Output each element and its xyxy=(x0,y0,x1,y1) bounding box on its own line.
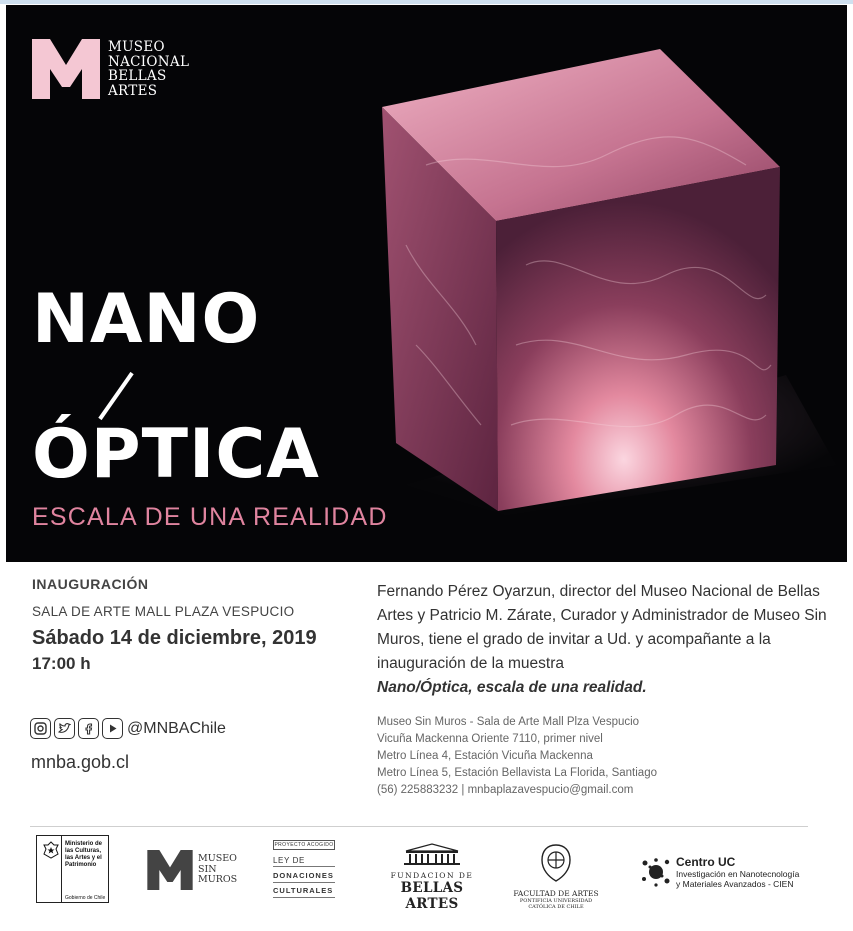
title-slash xyxy=(98,372,133,420)
msm-m-logo-icon xyxy=(147,850,193,890)
title-nano: NANO xyxy=(32,280,261,359)
fundacion-bellas-artes-logo: FUNDACION DE BELLAS ARTES xyxy=(376,843,488,912)
puc-facultad-artes-logo: FACULTAD DE ARTES PONTIFICIA UNIVERSIDAD CATÓLICA DE CHILE xyxy=(511,843,601,910)
address-line: Metro Línea 4, Estación Vicuña Mackenna xyxy=(377,750,593,762)
chile-crest-icon xyxy=(41,840,61,860)
address-line: Vicuña Mackenna Oriente 7110, primer nivel xyxy=(377,733,603,745)
website-link[interactable]: mnba.gob.cl xyxy=(31,752,130,772)
address-line: Metro Línea 5, Estación Bellavista La Florida, Santiago xyxy=(377,767,657,779)
address-line: Museo Sin Muros - Sala de Arte Mall Plza Vespucio xyxy=(377,716,640,728)
contact-line: (56) 225883232 | mnbaplazavespucio@gmail.com xyxy=(377,784,634,796)
address-block xyxy=(377,714,797,799)
event-venue: SALA DE ARTE MALL PLAZA VESPUCIO xyxy=(32,604,295,619)
ley-donaciones-logo: PROYECTO ACOGIDO LEY DE DONACIONES CULTURALES xyxy=(273,840,335,898)
ministerio-bar xyxy=(61,836,62,902)
glowing-cube-image xyxy=(366,45,836,525)
museum-building-icon xyxy=(402,843,462,865)
mnba-m-logo-icon xyxy=(32,39,100,99)
gobierno-text: Gobierno de Chile xyxy=(65,895,106,901)
nano-particles-icon xyxy=(641,857,671,887)
event-time: 17:00 h xyxy=(32,654,91,673)
mnba-logo xyxy=(32,39,189,99)
youtube-icon[interactable] xyxy=(102,718,123,739)
msm-logo-text: MUSEO SIN MUROS xyxy=(198,853,238,886)
cien-logo-text: Centro UC Investigación en Nanotecnología y Materiales Avanzados - CIEN xyxy=(676,855,800,889)
invitation-body: Fernando Pérez Oyarzun, director del Museo Nacional de Bellas Artes y Patricio M. Zárate, Curador y Administrador de Museo Sin Muros, tiene el grado de invitar a Ud. y acompañante a la inauguración de la muestra xyxy=(377,583,827,672)
hero-banner xyxy=(6,5,847,562)
sponsors-divider xyxy=(30,826,808,827)
event-date: Sábado 14 de diciembre, 2019 xyxy=(32,627,317,649)
exhibition-name: Nano/Óptica, escala de una realidad. xyxy=(377,679,647,696)
invitation-text xyxy=(377,580,827,700)
centro-uc-cien-logo xyxy=(641,855,799,889)
instagram-icon[interactable] xyxy=(30,718,51,739)
social-handle[interactable]: @MNBAChile xyxy=(127,719,226,737)
ministerio-logo xyxy=(36,835,109,903)
twitter-icon[interactable] xyxy=(54,718,75,739)
facebook-icon[interactable] xyxy=(78,718,99,739)
event-heading: INAUGURACIÓN xyxy=(32,576,149,592)
social-links xyxy=(30,718,226,739)
ministerio-text: Ministerio de las Culturas, las Artes y el Patrimonio xyxy=(65,841,103,868)
mnba-logo-text: MUSEO NACIONAL BELLAS ARTES xyxy=(108,39,190,99)
title-optica: ÓPTICA xyxy=(32,415,320,494)
top-border xyxy=(0,0,853,4)
subtitle: ESCALA DE UNA REALIDAD xyxy=(32,503,388,531)
puc-crest-icon xyxy=(539,843,573,883)
museo-sin-muros-logo xyxy=(147,850,237,890)
event-details xyxy=(32,576,352,674)
